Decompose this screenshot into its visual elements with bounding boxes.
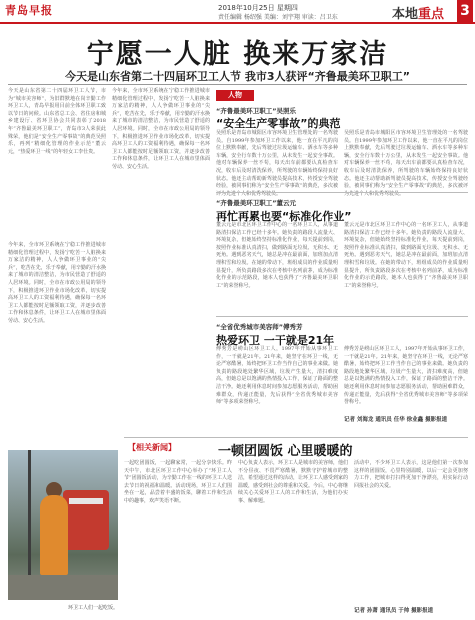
masthead	[0, 0, 475, 24]
related-title: 一顿团圆饭 心里暖暖的	[218, 444, 353, 459]
related-col3: 活动中，不少环卫工人表示，这是他们第一次参加这样的团圆饭，心里特别温暖，以后一定会更加努力工作，把城市打扫得更加干净漂亮，用实际行动回报社会的关爱。	[354, 460, 468, 489]
profile-2-body-b: 董云元是市北区环卫工作中心的一名环卫工人，从事道路清扫保洁工作已经十多年。她负责的路段人流量大、环境复杂，但她始终坚持标准化作业，每天提前到岗，按照作业标准认真清扫，做到路面无垃圾、无积水、无死角。遇到恶劣天气，她总是冲在最前面，加班加点清理积雪和垃圾。在她的带动下，班组成员的作业质量明显提升，所负责路段多次在考核中名列前茅，成为标准化作业的示范路段，她本人也获得了“齐鲁最美环卫职工”的荣誉称号。	[344, 222, 468, 289]
related-news-header	[128, 440, 468, 459]
related-col1: 一起吃团圆饭，一起聊家常，一起分享快乐。昨天中午，市北区环卫工作中心举办了“环卫工人节”团圆饭活动，为辛勤工作在一线的环卫工人送去节日的祝福和温暖。活动现场，环卫工人们围坐在一起，品尝着丰盛的饭菜，聊着工作和生活中的趣事，欢声笑语不断。	[124, 460, 232, 504]
profile-1-kicker: “齐鲁最美环卫职工”吴照乐	[216, 107, 297, 115]
profile-1-title: “安全生产零事故”的典范	[216, 117, 341, 130]
photo-ground	[8, 575, 118, 600]
divider	[8, 84, 467, 85]
photo-person	[40, 495, 68, 575]
profile-byline: 记者 刘海龙 通讯员 任华 徐业鑫 摄影报道	[344, 417, 448, 423]
profile-1-body-b: 吴照乐是青岛市城阳区市容环境卫生管理处的一名驾驶员。自1999年参加环卫工作以来，他一直在平凡的岗位上默默奉献，先后驾驶过垃圾运输车、洒水车等多种车辆，安全行车数十万公里，从未发生一起安全事故。他对车辆保养一丝不苟，每天出车前都要认真检查车况，收车后及时清洗保养，所驾驶的车辆始终保持良好状态。他还主动帮助新驾驶员提高技术，传授安全驾驶经验，被同事们称为“安全生产零事故”的典范，多次被评为先进个人和优秀驾驶员。	[344, 130, 468, 197]
profiles-tag: 人物	[216, 90, 254, 101]
profile-1-body-a: 吴照乐是青岛市城阳区市容环境卫生管理处的一名驾驶员。自1999年参加环卫工作以来，他一直在平凡的岗位上默默奉献，先后驾驶过垃圾运输车、洒水车等多种车辆，安全行车数十万公里，从未发生一起安全事故。他对车辆保养一丝不苟，每天出车前都要认真检查车况，收车后及时清洗保养，所驾驶的车辆始终保持良好状态。他还主动帮助新驾驶员提高技术，传授安全驾驶经验，被同事们称为“安全生产零事故”的典范，多次被评为先进个人和优秀驾驶员。	[216, 130, 338, 197]
profile-2-title: 再忙再累也要“标准化作业”	[216, 210, 352, 223]
profile-divider	[216, 316, 468, 317]
logo-text: 青岛早报	[5, 4, 53, 17]
profile-2-body-a: 董云元是市北区环卫工作中心的一名环卫工人，从事道路清扫保洁工作已经十多年。她负责的路段人流量大、环境复杂，但她始终坚持标准化作业，每天提前到岗，按照作业标准认真清扫，做到路面无垃圾、无积水、无死角。遇到恶劣天气，她总是冲在最前面，加班加点清理积雪和垃圾。在她的带动下，班组成员的作业质量明显提升，所负责路段多次在考核中名列前茅，成为标准化作业的示范路段，她本人也获得了“齐鲁最美环卫职工”的荣誉称号。	[216, 222, 338, 289]
profile-3-title: 热爱环卫 一干就是21年	[216, 334, 335, 347]
intro-col2: 今年来，全市环卫系统在宁稳工作推进城市精细化管理过程中，发扬宁吃苦一人脏换来万家洁的精神，人人争做环卫事业的“尖兵”，吃苦在先，乐于奉献，用辛勤的汗水换来了城市的清洁整洁，为市民营造了舒适的人居环境。同时，全市在市政公用局的领导下，积极推进环卫作业市场化改革，切实提高环卫工人的工资福利待遇，确保每一名环卫工人都能按时足额领取工资，并逐步改善工作和休息条件，让环卫工人在城市里体面劳动、安心生活。	[8, 242, 106, 324]
photo-bin	[63, 490, 109, 550]
photo-caption: 环卫工人们一起吃饭。	[67, 605, 118, 611]
profile-3-kicker: “全省优秀城市美容师”傅秀芳	[216, 323, 303, 331]
profile-3-body-a: 傅秀芳是崂山区环卫工人，1997年开始从事环卫工作，一干就是21年。21年来，她坚守在环卫一线，无论严寒酷暑，始终把环卫工作当作自己的事业来做。她负责的路段地处繁华区域，垃圾产生量大，清扫难度高，但她总是以饱满的热情投入工作，保证了路面的整洁干净。她还利用休息时间参加志愿服务活动，帮助困难群众，传递正能量，先后获得“全省优秀城市美容师”等多项荣誉称号。	[216, 346, 338, 406]
intro-col3: 今年来，全市环卫系统在宁稳工作推进城市精细化管理过程中，发扬宁吃苦一人脏换来万家洁的精神，人人争做环卫事业的“尖兵”，吃苦在先，乐于奉献，用辛勤的汗水换来了城市的清洁整洁，为市民营造了舒适的人居环境。同时，全市在市政公用局的领导下，积极推进环卫作业市场化改革，切实提高环卫工人的工资福利待遇，确保每一名环卫工人都能按时足额领取工资，并逐步改善工作和休息条件，让环卫工人在城市里体面劳动、安心生活。	[112, 88, 210, 170]
profile-divider	[216, 192, 468, 193]
news-photo	[8, 450, 118, 600]
section-label: 本地	[392, 7, 419, 22]
section-emph: 重点	[418, 7, 445, 22]
profile-3-body-b: 傅秀芳是崂山区环卫工人，1997年开始从事环卫工作，一干就是21年。21年来，她坚守在环卫一线，无论严寒酷暑，始终把环卫工作当作自己的事业来做。她负责的路段地处繁华区域，垃圾产生量大，清扫难度高，但她总是以饱满的热情投入工作，保证了路面的整洁干净。她还利用休息时间参加志愿服务活动，帮助困难群众，传递正能量，先后获得“全省优秀城市美容师”等多项荣誉称号。	[344, 346, 468, 406]
deck-subtitle: 今天是山东省第二十四届环卫工人节 我市3人获评“齐鲁最美环卫职工”	[65, 70, 410, 83]
main-headline: 宁愿一人脏 换来万家洁	[86, 39, 389, 70]
date-line: 2018年10月25日 星期四	[218, 4, 298, 12]
intro-col1: 今天是山东省第二十四届环卫工人节，市为“城市美容师”，为旧群默地在岗辛勤工作环卫工人，青岛早报用目前全体环卫职工致以节日的问候。山东省总工会、省住房和城乡建设厅、省环卫协会共同表彰了2018年“齐鲁最美环卫职工”，青岛市3人荣获此殊荣，他们是“安全生产零事故”的典范吴照乐，再列“精细化管理的作业示范”董云元，“热爱环卫一线”的年轻女工李仕贵。	[8, 88, 106, 155]
profile-2-kicker: “齐鲁最美环卫职工”董云元	[216, 199, 297, 207]
page-number: 3	[457, 0, 473, 22]
related-byline: 记者 孙萧 通讯员 于帅 摄影报道	[354, 608, 434, 614]
editor-line: 责任编辑 杨绍强 美编：刘宇翔 审读：吕卫东	[218, 14, 338, 21]
related-label: 【相关新闻】	[128, 443, 176, 452]
related-col2: 中心负责人表示，环卫工人是城市的美容师，他们不分昼夜、不畏严寒酷暑，默默守护着城市的整洁，希望通过这样的活动，让环卫工人感受到家的温暖，感受到社会的尊重和关爱。今后，中心将继续关心关爱环卫工人的工作和生活，为他们办实事、解难题。	[238, 460, 349, 504]
section-divider	[124, 437, 468, 438]
section-title	[392, 3, 444, 22]
newspaper-logo	[4, 3, 53, 18]
